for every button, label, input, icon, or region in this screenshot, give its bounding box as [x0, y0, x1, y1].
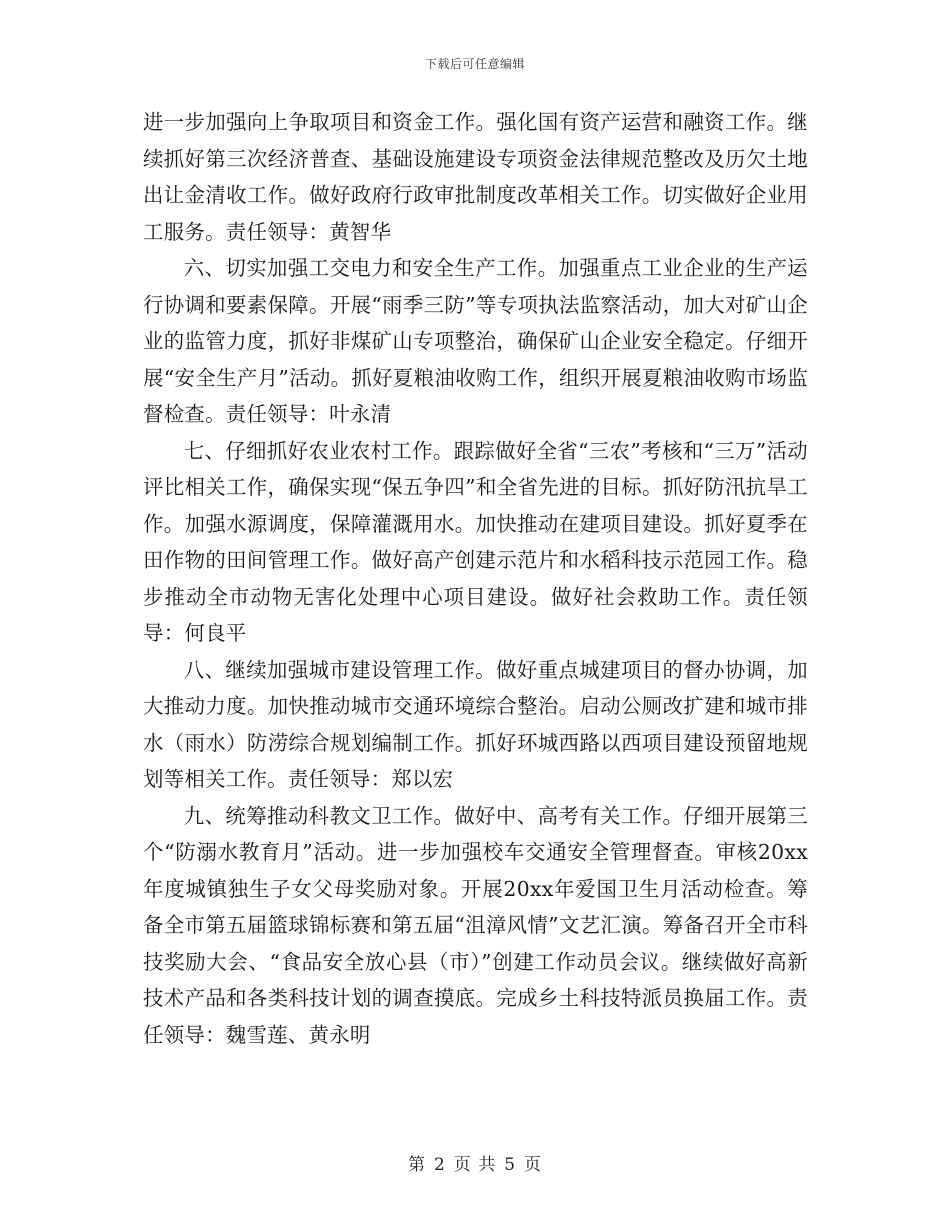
paragraph-section-6: 六、切实加强工交电力和安全生产工作。加强重点工业企业的生产运行协调和要素保障。开展“雨季三防”等专项执法监察活动，加大对矿山企业的监管力度，抓好非煤矿山专项整治，确保矿山企业安全稳定。仔细开展“安全生产月”活动。抓好夏粮油收购工作，组织开展夏粮油收购市场监督检查。责任领导：叶永清 [143, 256, 808, 426]
document-body [143, 104, 808, 1053]
footer-total-pages: 5 [504, 1155, 517, 1175]
footer-middle: 页 共 [453, 1155, 497, 1175]
paragraph-section-7: 七、仔细抓好农业农村工作。跟踪做好全省“三农”考核和“三万”活动评比相关工作，确保实现“保五争四”和全省先进的目标。抓好防汛抗旱工作。加强水源调度，保障灌溉用水。加快推动在建项目建设。抓好夏季在田作物的田间管理工作。做好高产创建示范片和水稻科技示范园工作。稳步推动全市动物无害化处理中心项目建设。做好社会救助工作。责任领导：何良平 [143, 438, 808, 645]
paragraph-section-9: 九、统筹推动科教文卫工作。做好中、高考有关工作。仔细开展第三个“防溺水教育月”活动。进一步加强校车交通安全管理督查。审核20xx年度城镇独生子女父母奖励对象。开展20xx年爱国卫生月活动检查。筹备全市第五届篮球锦标赛和第五届“沮漳风情”文艺汇演。筹备召开全市科技奖励大会、“食品安全放心县（市）”创建工作动员会议。继续做好高新技术产品和各类科技计划的调查摸底。完成乡土科技特派员换届工作。责任领导：魏雪莲、黄永明 [143, 803, 808, 1047]
footer-suffix: 页 [524, 1155, 543, 1175]
paragraph-section-8: 八、继续加强城市建设管理工作。做好重点城建项目的督办协调，加大推动力度。加快推动城市交通环境综合整治。启动公厕改扩建和城市排水（雨水）防涝综合规划编制工作。抓好环城西路以西项目建设预留地规划等相关工作。责任领导：郑以宏 [143, 657, 808, 791]
footer-page-number: 2 [433, 1155, 446, 1175]
page-footer [0, 1150, 950, 1175]
footer-prefix: 第 [407, 1155, 426, 1175]
paragraph-continuation: 进一步加强向上争取项目和资金工作。强化国有资产运营和融资工作。继续抓好第三次经济普查、基础设施建设专项资金法律规范整改及历欠土地出让金清收工作。做好政府行政审批制度改革相关工作。切实做好企业用工服务。责任领导：黄智华 [143, 110, 808, 244]
header-note: 下载后可任意编辑 [424, 57, 525, 71]
